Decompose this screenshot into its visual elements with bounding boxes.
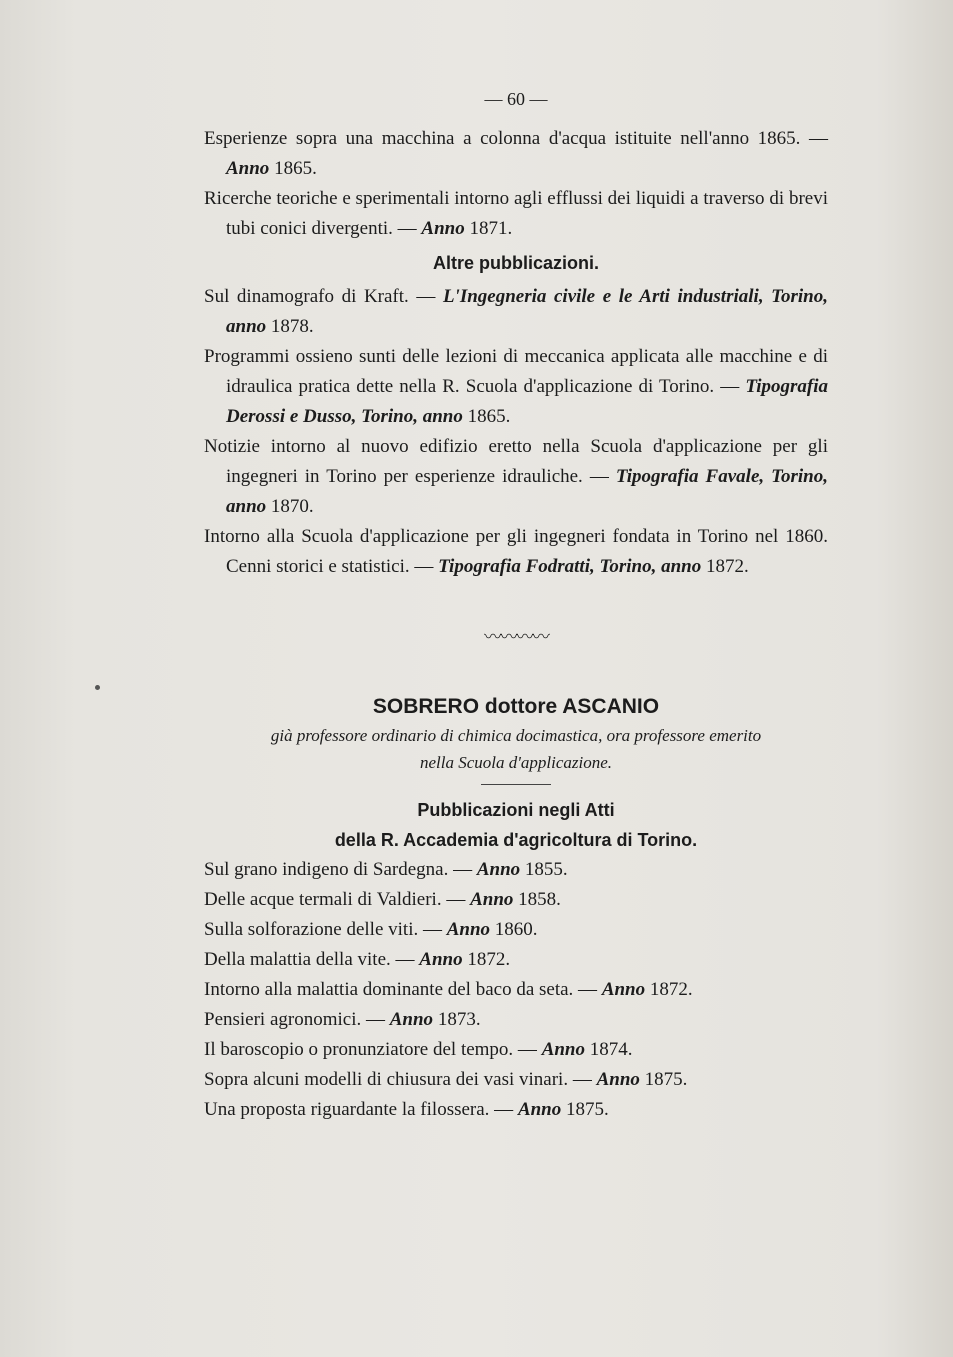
list-item: Intorno alla malattia dominante del baco da seta. — Anno 1872. bbox=[204, 979, 693, 1000]
person-role-line: nella Scuola d'applicazione. bbox=[419, 753, 613, 772]
wave-ornament: 〰〰〰〰 bbox=[484, 627, 548, 647]
sobrero-list bbox=[204, 855, 828, 1125]
divider bbox=[481, 784, 551, 785]
person-role-line: già professore ordinario di chimica docimastica, ora professore emerito bbox=[270, 726, 762, 745]
list-item: Sopra alcuni modelli di chiusura dei vasi vinari. — Anno 1875. bbox=[204, 1069, 688, 1090]
altre-list bbox=[204, 282, 828, 582]
list-item: Notizie intorno al nuovo edifizio eretto nella Scuola d'applicazione per gli ingegneri in Torino per esperienze idrauliche. — Tipografia Favale, Torino, anno 1870. bbox=[204, 436, 828, 517]
section-heading-altre: Altre pubblicazioni. bbox=[432, 253, 599, 273]
page-number: — 60 — bbox=[484, 89, 548, 109]
margin-dot bbox=[95, 685, 100, 690]
list-item: Ricerche teoriche e sperimentali intorno agli efflussi dei liquidi a traverso di brevi tubi conici divergenti. — Anno 1871. bbox=[204, 188, 828, 239]
list-item: Programmi ossieno sunti delle lezioni di meccanica applicata alle macchine e di idraulica pratica dette nella R. Scuola d'applicazione di Torino. — Tipografia Derossi e Dusso, Torino, anno 1865. bbox=[204, 346, 828, 427]
page-content bbox=[204, 84, 828, 1125]
publications-heading-line: Pubblicazioni negli Atti bbox=[417, 800, 615, 820]
list-item: Il baroscopio o pronunziatore del tempo. — Anno 1874. bbox=[204, 1039, 633, 1060]
person-name: SOBRERO dottore ASCANIO bbox=[372, 695, 660, 718]
first-list bbox=[204, 124, 828, 244]
list-item: Pensieri agronomici. — Anno 1873. bbox=[204, 1009, 481, 1030]
publications-heading-line: della R. Accademia d'agricoltura di Torino. bbox=[334, 830, 698, 850]
list-item: Delle acque termali di Valdieri. — Anno 1858. bbox=[204, 889, 561, 910]
list-item: Sul dinamografo di Kraft. — L'Ingegneria civile e le Arti industriali, Torino, anno 1878. bbox=[204, 286, 828, 337]
list-item: Della malattia della vite. — Anno 1872. bbox=[204, 949, 511, 970]
list-item: Sul grano indigeno di Sardegna. — Anno 1855. bbox=[204, 859, 568, 880]
person-role bbox=[204, 722, 828, 776]
list-item: Sulla solforazione delle viti. — Anno 1860. bbox=[204, 919, 538, 940]
list-item: Esperienze sopra una macchina a colonna d'acqua istituite nell'anno 1865. — Anno 1865. bbox=[204, 128, 828, 179]
publications-heading bbox=[204, 795, 828, 855]
list-item: Intorno alla Scuola d'applicazione per gli ingegneri fondata in Torino nel 1860. Cenni storici e statistici. — Tipografia Fodratti, Torino, anno 1872. bbox=[204, 526, 828, 577]
list-item: Una proposta riguardante la filossera. — Anno 1875. bbox=[204, 1099, 609, 1120]
